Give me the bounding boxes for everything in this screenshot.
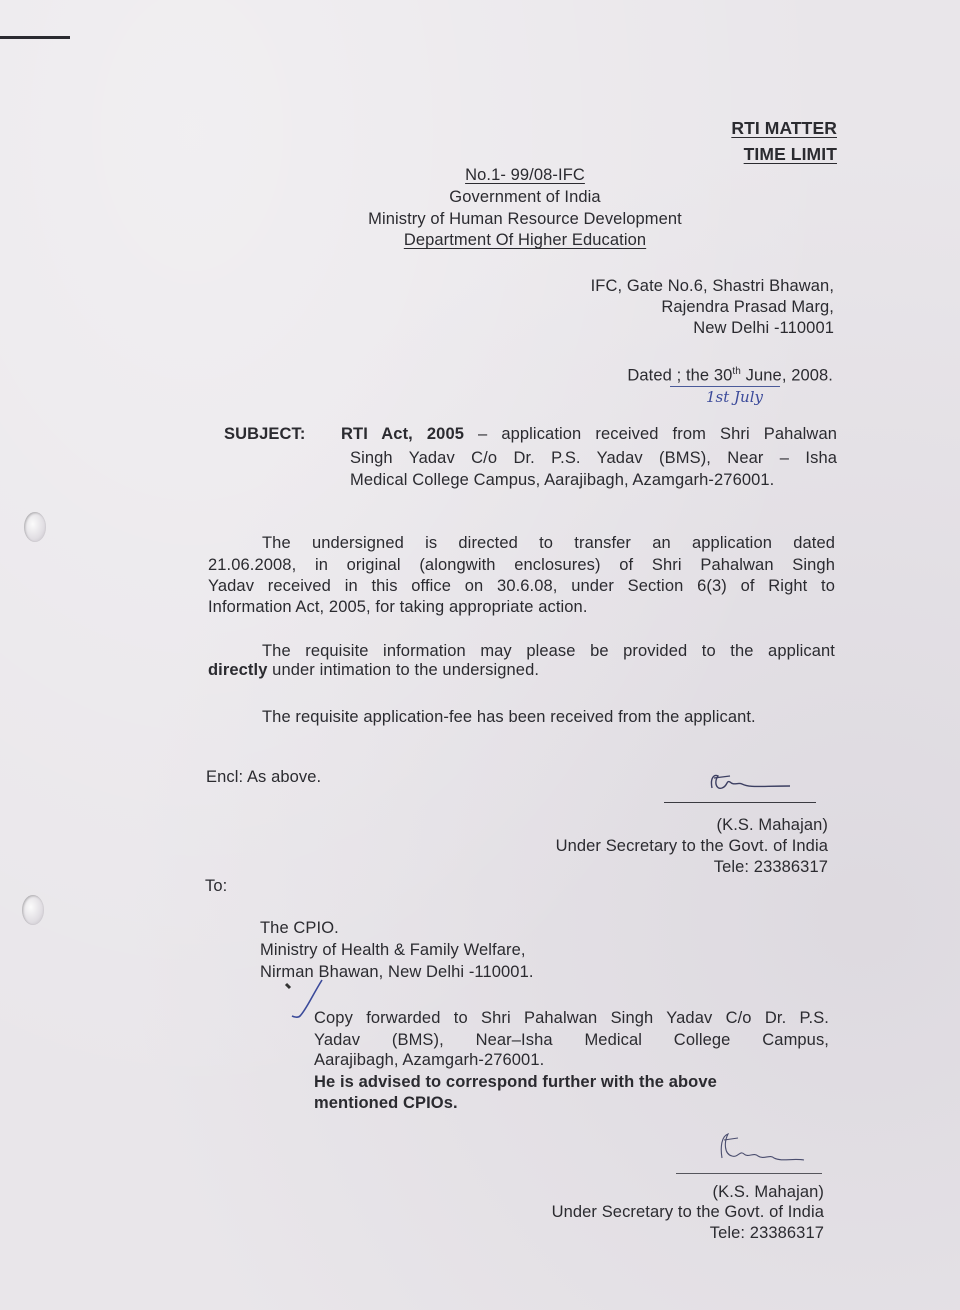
signatory-name: (K.S. Mahajan) xyxy=(712,1183,824,1201)
to-label: To: xyxy=(205,877,228,895)
date-strike-line xyxy=(670,386,780,387)
recipient-line: Nirman Bhawan, New Delhi -110001. xyxy=(260,963,534,981)
paragraph-line: 21.06.2008, in original (alongwith enclosures) of Shri Pahalwan Singh xyxy=(208,556,835,574)
advice-line: He is advised to correspond further with the above xyxy=(314,1073,717,1091)
punch-hole-icon xyxy=(22,895,44,925)
ink-mark xyxy=(0,36,70,39)
signature-icon xyxy=(712,1128,822,1170)
enclosure-note: Encl: As above. xyxy=(206,768,322,786)
address-line: Rajendra Prasad Marg, xyxy=(661,298,834,316)
department-heading: Department Of Higher Education xyxy=(403,231,647,249)
advice-line: mentioned CPIOs. xyxy=(314,1094,458,1112)
address-line: New Delhi -110001 xyxy=(693,319,834,337)
subject-line: Medical College Campus, Aarajibagh, Azamgarh-276001. xyxy=(350,471,775,489)
signature-line xyxy=(676,1173,822,1174)
copy-forward-line: Aarajibagh, Azamgarh-276001. xyxy=(314,1051,545,1069)
file-number: No.1- 99/08-IFC xyxy=(465,166,585,184)
signatory-title: Under Secretary to the Govt. of India xyxy=(555,837,828,855)
signature-icon xyxy=(700,768,800,800)
ministry-heading: Ministry of Human Resource Development xyxy=(368,210,682,228)
rti-matter-stamp: RTI MATTER xyxy=(731,118,837,138)
signatory-telephone: Tele: 23386317 xyxy=(713,858,828,876)
subject-label: SUBJECT: xyxy=(224,425,306,443)
government-heading: Government of India xyxy=(449,188,601,206)
address-line: IFC, Gate No.6, Shastri Bhawan, xyxy=(590,277,834,295)
paragraph-line: The requisite application-fee has been received from the applicant. xyxy=(262,708,756,726)
signatory-name: (K.S. Mahajan) xyxy=(716,816,828,834)
time-limit-stamp: TIME LIMIT xyxy=(743,144,837,164)
paragraph-line: Information Act, 2005, for taking appropriate action. xyxy=(208,598,588,616)
recipient-line: Ministry of Health & Family Welfare, xyxy=(260,941,526,959)
handwritten-date-correction: 1st July xyxy=(706,388,763,406)
paragraph-line: The requisite information may please be provided to the applicant xyxy=(262,642,835,660)
signatory-title: Under Secretary to the Govt. of India xyxy=(551,1203,824,1221)
recipient-line: The CPIO. xyxy=(260,919,339,937)
paragraph-line: Yadav received in this office on 30.6.08, under Section 6(3) of Right to xyxy=(208,577,835,595)
copy-forward-line: Copy forwarded to Shri Pahalwan Singh Yadav C/o Dr. P.S. xyxy=(314,1009,829,1027)
paragraph-line: The undersigned is directed to transfer an application dated xyxy=(262,534,835,552)
dated-line: Dated ; the 30th June, 2008. xyxy=(627,366,833,385)
paragraph-line: directly under intimation to the undersigned. xyxy=(208,661,540,679)
subject-line: RTI Act, 2005 – application received from Shri Pahalwan xyxy=(341,425,838,443)
signatory-telephone: Tele: 23386317 xyxy=(709,1224,824,1242)
signature-line xyxy=(664,802,816,803)
punch-hole-icon xyxy=(24,512,46,542)
subject-line: Singh Yadav C/o Dr. P.S. Yadav (BMS), Near – Isha xyxy=(350,449,837,467)
copy-forward-line: Yadav (BMS), Near–Isha Medical College Campus, xyxy=(314,1031,829,1049)
